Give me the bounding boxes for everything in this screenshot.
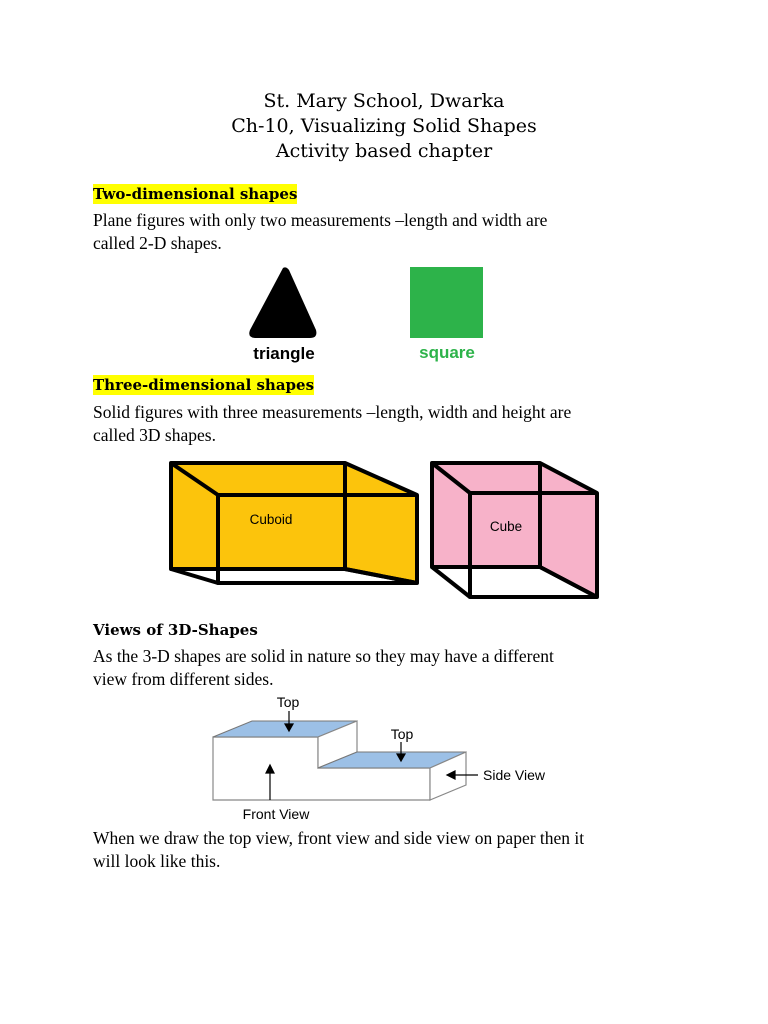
chapter-title: Ch-10, Visualizing Solid Shapes [231,115,537,137]
square-shape [410,267,483,338]
cube-label: Cube [489,519,523,534]
triangle-figure [249,267,316,363]
heading-views: Views of 3D-Shapes [93,621,258,639]
heading-three-dimensional: Three-dimensional shapes [93,376,315,394]
heading-two-dimensional: Two-dimensional shapes [93,185,298,203]
views-diagram [213,694,546,822]
paragraph-2d-line1: Plane figures with only two measurements –length and width are [93,210,548,230]
label-front-view: Front View [242,806,310,822]
cube-figure [432,463,597,597]
paragraph-3d-line1: Solid figures with three measurements –length, width and height are [93,402,572,422]
paragraph-3d-line2: called 3D shapes. [93,425,216,445]
paragraph-closing [93,827,693,873]
school-name: St. Mary School, Dwarka [263,90,505,112]
paragraph-closing-line2: will look like this. [93,851,221,871]
paragraph-views-line1: As the 3-D shapes are solid in nature so they may have a different [93,646,554,666]
triangle-shape [249,267,316,338]
paragraph-2d-line2: called 2-D shapes. [93,233,222,253]
cuboid-outline [171,463,417,583]
label-top-2: Top [390,726,414,742]
paragraph-3d [93,401,693,447]
label-side-view: Side View [483,767,546,783]
paragraph-views [93,645,693,691]
cuboid-label: Cuboid [249,512,293,527]
paragraph-closing-line1: When we draw the top view, front view and side view on paper then it [93,828,585,848]
square-label: square [419,343,475,362]
triangle-label: triangle [253,344,315,363]
square-figure [410,267,483,362]
label-top-1: Top [276,694,300,710]
paragraph-views-line2: view from different sides. [93,669,274,689]
cuboid-figure [171,463,417,583]
chapter-subtitle: Activity based chapter [275,140,493,162]
